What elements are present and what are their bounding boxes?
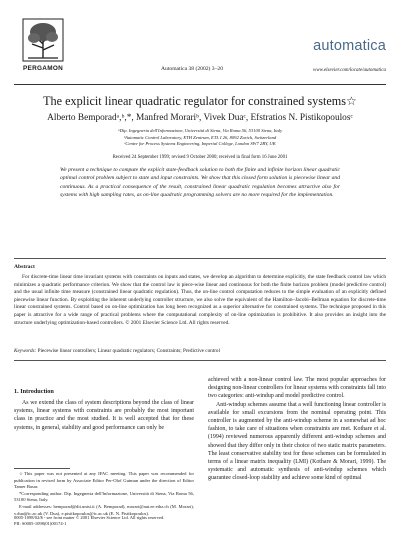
article-summary: We present a technique to compute the explicit state-feedback solution to both the finite and infinite horizon linear quadratic optimal control problem subject to state and input constraints. We show that this closed form solution is piecewise linear and continuous. As a practical consequence of the result, constrained linear quadratic regulation becomes attractive also for systems with high sampling rates, as on-line quadratic programming solvers are no more required for the implementation. [60, 167, 340, 198]
affiliation-a: ᵃDip. Ingegneria dell'Informazione, Università di Siena, Via Roma 56, 53100 Siena, Italy [117, 128, 283, 133]
footnote-2: *Corresponding author. Dip. Ingegneria dell'Informazione, Università di Siena, Via Roma 56, 53100 Siena, Italy. [14, 490, 194, 503]
abstract-text: For discrete-time linear time invariant systems with constraints on inputs and states, we develop an algorithm to determine explicitly, the state feedback control law which minimizes a quadratic performance criterion. We show that the control law is piece-wise linear and continuous for both the finite horizon problem (model predictive control) and the usual infinite time measure (constrained linear quadratic regulation). Thus, the on-line control computation reduces to the simple evaluation of an explicitly defined piecewise linear function. By exploiting the inherent underlying controller structure, we also solve the equivalent of the Hamilton–Jacobi–Bellman equation for discrete-time linear constrained systems. Control based on on-line optimization has long been recognized as a superior alternative for constrained systems. The technique proposed in this paper is attractive for a wide range of practical problems where the computational complexity of on-line optimization is prohibitive. It also provides an insight into the structure underlying optimization-based controllers. © 2001 Elsevier Science Ltd. All rights reserved. [14, 274, 386, 326]
issn-line: 0005-1098/02/$ - see front matter © 2001 Elsevier Science Ltd. All rights reserved. [14, 515, 165, 520]
intro-paragraph-1: As we extend the class of system descriptions beyond the class of linear systems, linear systems with constraints are probably the most important class in practice and the most studied. It is well accepted that for these systems, in general, stability and good performance can only be [14, 400, 194, 431]
author-affiliations [14, 128, 386, 148]
footnote-divider [14, 468, 70, 469]
publisher-logo [14, 18, 72, 78]
keywords-divider [14, 360, 386, 361]
keywords-label: Keywords: [14, 348, 37, 354]
left-column [14, 376, 194, 432]
intro-paragraph-2: Anti-windup schemes assume that a well functioning linear controller is available for small excursions from the nominal operating point. This controller is augmented by the anti-windup scheme in a somewhat ad hoc fashion, to take care of situations when constraints are met. Kothare et al. (1994) reviewed numerous apparently different anti-windup schemes and showed that they differ only in their choice of two static matrix parameters. The least conservative stability test for these schemes can be formulated in terms of a linear matrix inequality (LMI) (Kothare & Morari, 1999). The systematic and automatic synthesis of anti-windup schemes which guarantee closed-loop stability and achieve some kind of optimal [208, 401, 386, 482]
footnotes [14, 471, 194, 517]
pergamon-tree-icon [22, 18, 64, 62]
footnote-1: ☆This paper was not presented at any IFAC meeting. This paper was recommended for publication in revised form by Associate Editor Per-Olof Gutman under the direction of Editor Tamer Basar. [14, 471, 194, 490]
article-authors: Alberto Bemporadᵃ,ᵇ,*, Manfred Morariᵇ, Vivek Duaᶜ, Efstratios N. Pistikopoulosᶜ [47, 113, 353, 123]
journal-url[interactable]: www.elsevier.com/locate/automatica [313, 68, 386, 73]
affiliation-b: ᵇAutomatic Control Laboratory, ETH Zentrum, ETL I 26, 8092 Zurich, Switzerland [123, 134, 277, 140]
journal-title: automatica [313, 38, 386, 54]
section-heading: 1. Introduction [14, 388, 54, 395]
header-divider [14, 84, 386, 85]
footnote-3: E-mail addresses: bemporad@dii.unisi.it (A. Bemporad), morari@aut.ee.ethz.ch (M. Morari), v.dua@ic.ac.uk (V. Dua), e.pistikopoulos@ic.ac.uk (E. N. Pistikopoulos). [14, 503, 194, 516]
keywords-line [14, 348, 386, 354]
abstract-heading: Abstract [14, 264, 35, 270]
summary-divider [14, 258, 386, 259]
right-column [208, 376, 386, 483]
intro-paragraph-1-cont: achieved with a non-linear control law. The most popular approaches for designing non-linear controllers for linear systems with constraints fall into two categories: anti-windup and model predictive control. [208, 377, 386, 400]
page-footer [14, 515, 386, 527]
pii-line: PII: S0005-1098(01)00174-1 [14, 521, 67, 527]
received-dates: Received 24 September 1999; revised 9 October 2000; received in final form 16 June 2001 [112, 155, 288, 160]
journal-citation: Automatica 38 (2002) 3–20 [161, 66, 223, 72]
keywords-list: Piecewise linear controllers; Linear quadratic regulators; Constraints; Predictive control [37, 348, 220, 354]
article-title: The explicit linear quadratic regulator for constrained systems☆ [43, 94, 357, 108]
journal-header [14, 10, 386, 86]
affiliation-c: ᶜCentre for Process Systems Engineering, Imperial College, London SW7 2BY, UK [124, 141, 276, 146]
publisher-name: PERGAMON [22, 65, 64, 72]
